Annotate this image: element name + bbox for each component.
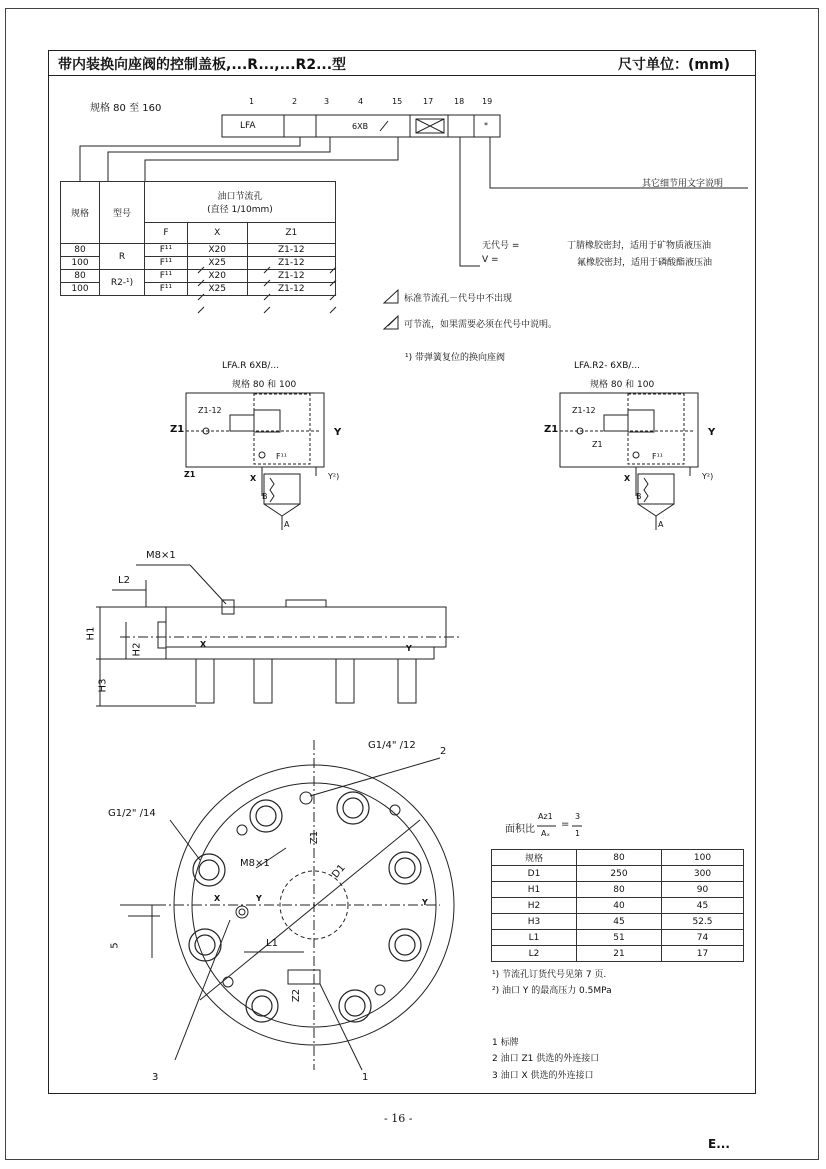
table-row: L2 21 17 [492,946,744,962]
callout-3: 3 [152,1072,159,1083]
orifice-h-z1: Z1 [247,223,335,244]
area-ratio-num: Az1 [538,812,553,821]
side-h1: H1 [85,626,97,641]
orifice-h-x: X [187,223,247,244]
plan-g14: G1/4" /12 [368,740,416,751]
plan-d1: D1 [330,862,348,881]
plan-y: Y [256,894,262,903]
table-row: 100 F¹¹ X25 Z1-12 [61,283,336,296]
code-6xb: 6XB [352,122,369,131]
size-range-label: 规格 80 至 160 [90,103,162,114]
pos-18: 18 [454,97,465,106]
table-row: 80 R2-¹) F¹¹ X20 Z1-12 [61,270,336,283]
right-y: Y [708,427,716,438]
legend-spring-note: ¹) 带弹簧复位的换向座阀 [405,353,505,363]
page-number: - 16 - [384,1112,413,1125]
right-a: A [658,520,664,529]
note-orifice: ¹) 节流孔订货代号见第 7 页. [492,970,607,980]
side-m8: M8×1 [146,550,176,561]
dimension-table [491,849,744,962]
left-f: F¹¹ [276,452,288,461]
pos-2: 2 [292,97,298,106]
pos-15: 15 [392,97,403,106]
right-z1: Z1 [544,424,559,435]
unit-label: 尺寸单位：(mm) [618,57,730,73]
pos-3: 3 [324,97,330,106]
code-star: * [484,121,488,130]
table-row: H3 45 52.5 [492,914,744,930]
plan-g12: G1/2" /14 [108,808,156,819]
schematic-right-title: LFA.R2- 6XB/... [574,361,640,371]
seal-none-desc: 丁腈橡胶密封，适用于矿物质液压油 [567,241,712,251]
item-1: 1 标牌 [492,1038,519,1048]
table-row: D1 250 300 [492,866,744,882]
plan-z1: Z1 [309,830,321,845]
side-l2: L2 [118,575,130,586]
left-z1: Z1 [170,424,185,435]
orifice-h-type: 型号 [100,182,145,244]
side-h3: H3 [97,678,109,693]
legend-opt-orifice: 可节流，如果需要必须在代号中说明。 [404,320,558,330]
left-y2: Y²) [328,472,340,481]
table-row: L1 51 74 [492,930,744,946]
page-title: 带内装换向座阀的控制盖板,...R...,...R2...型 [58,57,347,73]
note-y-pressure: ²) 油口 Y 的最高压力 0.5MPa [492,986,612,996]
right-x: X [624,474,631,483]
pos-4: 4 [358,97,364,106]
orifice-table [60,181,336,296]
pos-1: 1 [249,97,255,106]
plan-y-right: Y [422,898,428,907]
area-ratio-eq: = [561,819,570,830]
item-2: 2 油口 Z1 供选的外连接口 [492,1054,600,1064]
seal-none-key: 无代号 = [482,241,520,251]
right-z1-12: Z1-12 [572,406,596,415]
left-y: Y [334,427,342,438]
side-x: X [200,640,207,649]
left-x: X [250,474,257,483]
plan-five: 5 [109,942,121,949]
callout-2: 2 [440,746,447,757]
left-z1-12: Z1-12 [198,406,222,415]
right-f: F¹¹ [652,452,664,461]
plan-x: X [214,894,221,903]
table-header-row: 规格 80 100 [492,850,744,866]
table-row: H1 80 90 [492,882,744,898]
right-b: B [636,492,642,501]
table-row: 80 R F¹¹ X20 Z1-12 [61,244,336,257]
orifice-h-orifice: 油口节流孔 (直径 1/10mm) [145,182,336,223]
schematic-left-title: LFA.R 6XB/... [222,361,280,371]
table-row: 100 F¹¹ X25 Z1-12 [61,257,336,270]
schematic-left-sub: 规格 80 和 100 [232,380,297,390]
plan-z2: Z2 [291,988,303,1003]
side-h2: H2 [131,642,143,657]
pos-17: 17 [423,97,434,106]
item-3: 3 油口 X 供选的外连接口 [492,1071,594,1081]
orifice-type-r: R [100,244,145,270]
callout-1: 1 [362,1072,369,1083]
right-y2: Y²) [702,472,714,481]
orifice-type-r2: R2-¹) [100,270,145,296]
orifice-h-f: F [145,223,188,244]
pos-19: 19 [482,97,493,106]
legend-std-orifice: 标准节流孔－代号中不出现 [404,294,513,304]
plan-l1: L1 [266,938,278,949]
seal-v-desc: 氟橡胶密封，适用于磷酸酯液压油 [577,258,713,268]
other-details-note: 其它细节用文字说明 [642,179,724,189]
corner-mark: E... [708,1137,730,1151]
code-lfa: LFA [240,121,256,131]
area-ratio-rden: 1 [575,829,581,838]
right-z1-inner: Z1 [592,440,603,449]
table-row: H2 40 45 [492,898,744,914]
left-a: A [284,520,290,529]
seal-v-key: V = [482,255,499,265]
plan-m8: M8×1 [240,858,270,869]
area-ratio-label: 面积比 [505,824,535,835]
schematic-right-sub: 规格 80 和 100 [590,380,655,390]
left-z1-bottom: Z1 [184,470,196,479]
area-ratio-rnum: 3 [575,812,581,821]
area-ratio-den: Aₓ [541,829,551,838]
left-b: B [262,492,268,501]
orifice-h-size: 规格 [61,182,100,244]
side-y: Y [406,644,412,653]
